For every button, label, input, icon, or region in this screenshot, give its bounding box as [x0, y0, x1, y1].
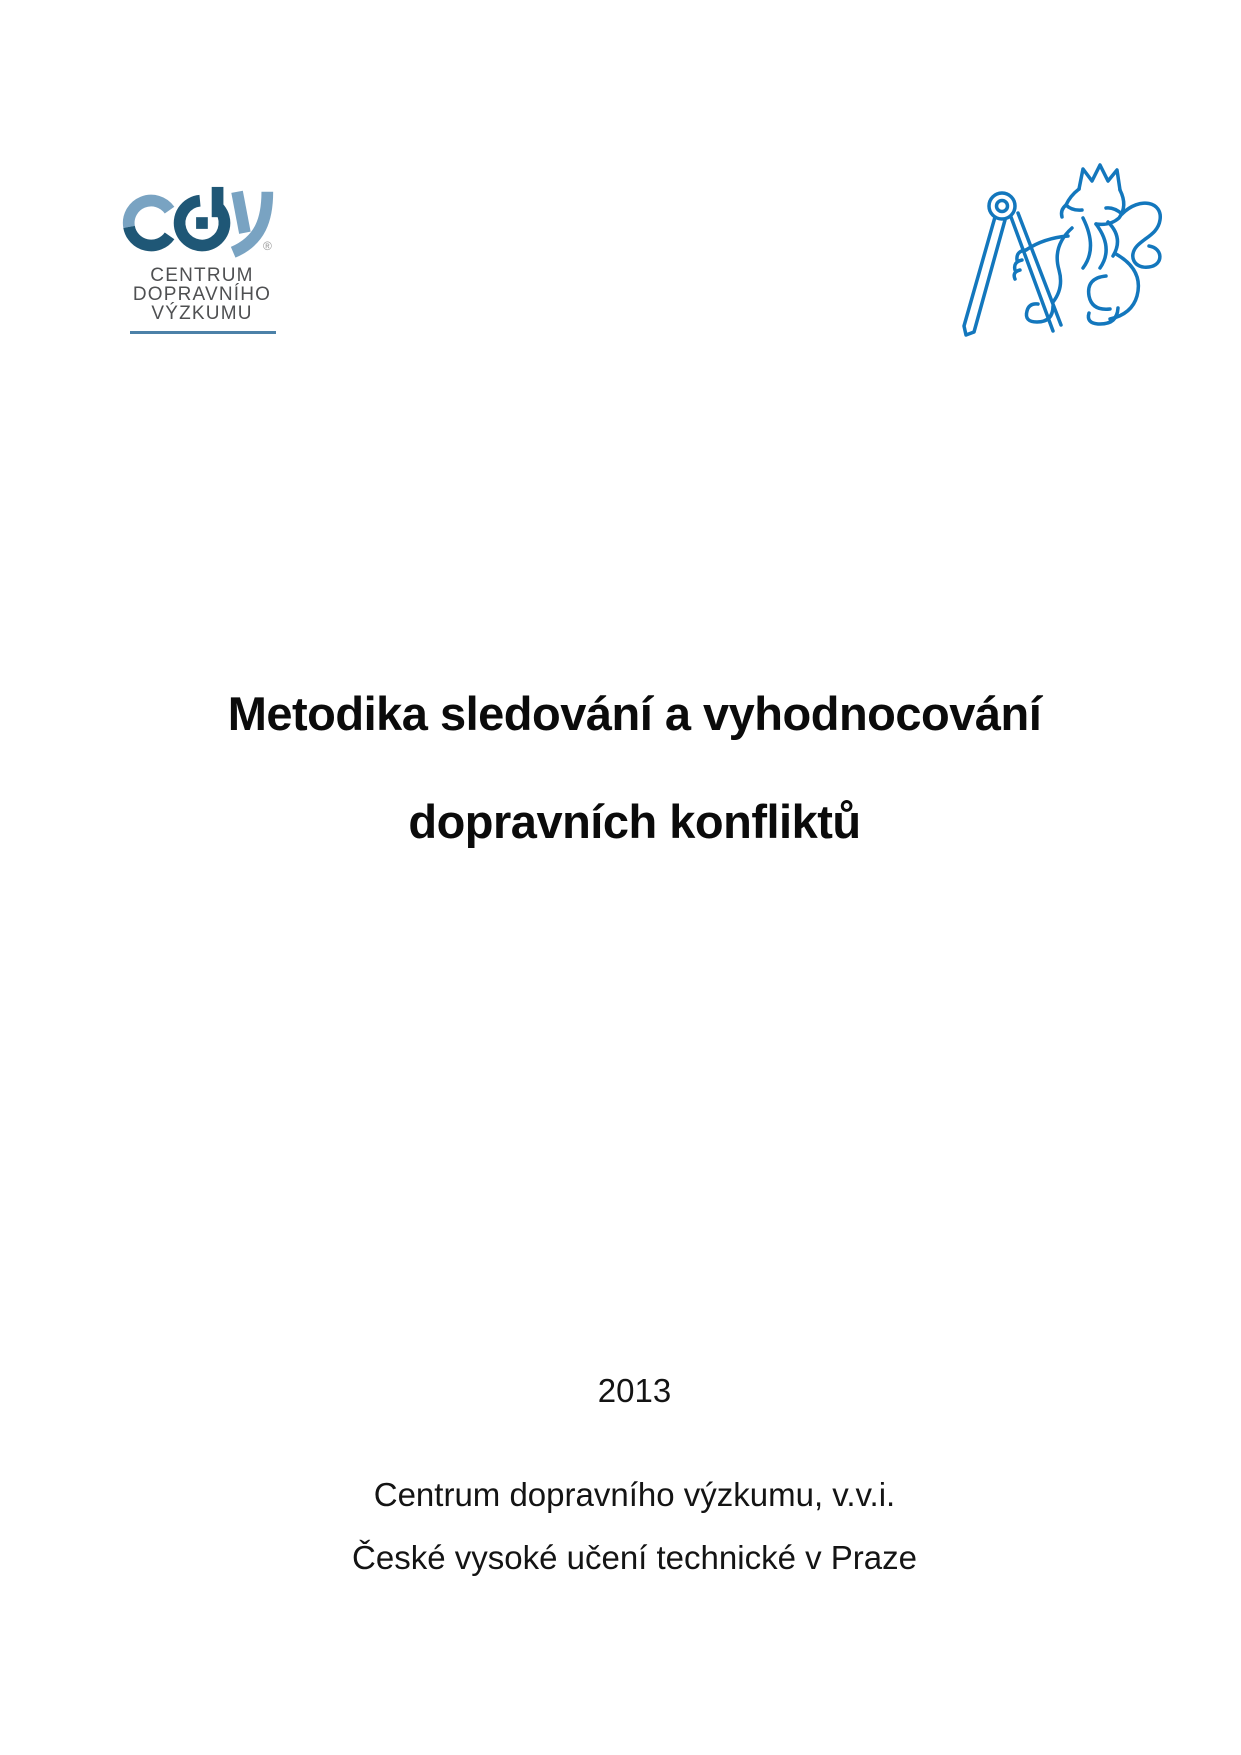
cdv-underline-rule: [130, 331, 276, 334]
document-title-line1: Metodika sledování a vyhodnocování: [227, 687, 1042, 740]
organization-name-ctu: České vysoké učení technické v Praze: [352, 1539, 917, 1576]
organization-name-cdv: Centrum dopravního výzkumu, v.v.i.: [373, 1476, 896, 1513]
cdv-letters-icon: [121, 184, 279, 264]
cdv-wordmark-line1: CENTRUM: [150, 265, 254, 286]
registered-trademark-icon: ®: [263, 239, 272, 253]
ctu-lion-icon: [956, 156, 1170, 348]
publication-year: 2013: [597, 1372, 672, 1409]
cdv-wordmark-line3: VÝZKUMU: [151, 303, 253, 324]
cdv-wordmark-line2: DOPRAVNÍHO: [132, 284, 272, 305]
cdv-wordmark: [96, 266, 308, 323]
document-title-line2: dopravních konfliktů: [408, 795, 861, 848]
